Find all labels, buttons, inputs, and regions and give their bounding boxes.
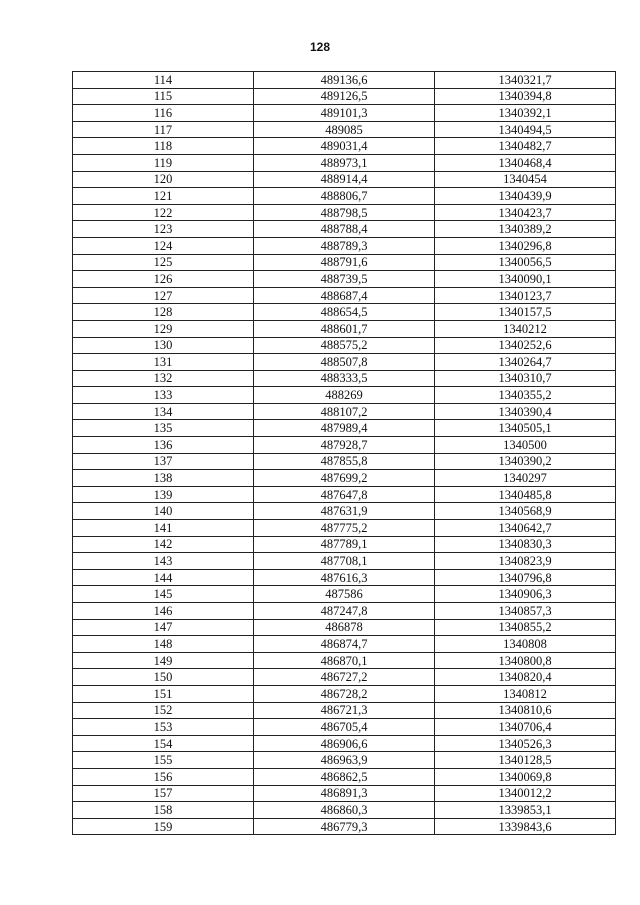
table-row: [73, 287, 616, 304]
point-number-cell: 156: [73, 768, 254, 785]
y-coordinate-cell: 1340468,4: [435, 154, 616, 171]
y-coordinate-cell: 1340454: [435, 171, 616, 188]
point-number-cell: 144: [73, 569, 254, 586]
table-row: [73, 453, 616, 470]
table-row: [73, 520, 616, 537]
table-row: [73, 719, 616, 736]
table-row: [73, 188, 616, 205]
table-row: [73, 237, 616, 254]
table-row: [73, 486, 616, 503]
y-coordinate-cell: 1340482,7: [435, 138, 616, 155]
table-row: [73, 221, 616, 238]
table-row: [73, 254, 616, 271]
x-coordinate-cell: 486728,2: [254, 685, 435, 702]
table-row: [73, 536, 616, 553]
point-number-cell: 129: [73, 320, 254, 337]
y-coordinate-cell: 1340012,2: [435, 785, 616, 802]
point-number-cell: 148: [73, 636, 254, 653]
y-coordinate-cell: 1340855,2: [435, 619, 616, 636]
point-number-cell: 151: [73, 685, 254, 702]
x-coordinate-cell: 487699,2: [254, 470, 435, 487]
y-coordinate-cell: 1340212: [435, 320, 616, 337]
x-coordinate-cell: 488973,1: [254, 154, 435, 171]
table-row: [73, 121, 616, 138]
y-coordinate-cell: 1340297: [435, 470, 616, 487]
point-number-cell: 116: [73, 105, 254, 122]
point-number-cell: 133: [73, 387, 254, 404]
x-coordinate-cell: 486891,3: [254, 785, 435, 802]
x-coordinate-cell: 487928,7: [254, 437, 435, 454]
point-number-cell: 159: [73, 818, 254, 835]
point-number-cell: 126: [73, 271, 254, 288]
x-coordinate-cell: 487989,4: [254, 420, 435, 437]
x-coordinate-cell: 487855,8: [254, 453, 435, 470]
x-coordinate-cell: 487647,8: [254, 486, 435, 503]
point-number-cell: 158: [73, 802, 254, 819]
table-row: [73, 685, 616, 702]
table-row: [73, 72, 616, 89]
y-coordinate-cell: 1340500: [435, 437, 616, 454]
y-coordinate-cell: 1340642,7: [435, 520, 616, 537]
y-coordinate-cell: 1340823,9: [435, 553, 616, 570]
point-number-cell: 137: [73, 453, 254, 470]
point-number-cell: 142: [73, 536, 254, 553]
y-coordinate-cell: 1340526,3: [435, 735, 616, 752]
x-coordinate-cell: 488806,7: [254, 188, 435, 205]
x-coordinate-cell: 488788,4: [254, 221, 435, 238]
point-number-cell: 115: [73, 88, 254, 105]
y-coordinate-cell: 1340812: [435, 685, 616, 702]
y-coordinate-cell: 1339843,6: [435, 818, 616, 835]
table-row: [73, 569, 616, 586]
point-number-cell: 131: [73, 354, 254, 371]
x-coordinate-cell: 487789,1: [254, 536, 435, 553]
x-coordinate-cell: 487775,2: [254, 520, 435, 537]
table-row: [73, 271, 616, 288]
table-row: [73, 669, 616, 686]
y-coordinate-cell: 1340390,4: [435, 403, 616, 420]
table-row: [73, 735, 616, 752]
table-row: [73, 354, 616, 371]
x-coordinate-cell: 488269: [254, 387, 435, 404]
x-coordinate-cell: 487631,9: [254, 503, 435, 520]
x-coordinate-cell: 489136,6: [254, 72, 435, 89]
point-number-cell: 117: [73, 121, 254, 138]
x-coordinate-cell: 486963,9: [254, 752, 435, 769]
table-row: [73, 470, 616, 487]
table-row: [73, 752, 616, 769]
point-number-cell: 141: [73, 520, 254, 537]
y-coordinate-cell: 1340090,1: [435, 271, 616, 288]
y-coordinate-cell: 1340800,8: [435, 652, 616, 669]
coordinates-table: [72, 71, 616, 835]
table-row: [73, 304, 616, 321]
table-row: [73, 702, 616, 719]
point-number-cell: 127: [73, 287, 254, 304]
table-row: [73, 553, 616, 570]
table-row: [73, 370, 616, 387]
y-coordinate-cell: 1340355,2: [435, 387, 616, 404]
point-number-cell: 150: [73, 669, 254, 686]
table-row: [73, 320, 616, 337]
x-coordinate-cell: 487247,8: [254, 603, 435, 620]
y-coordinate-cell: 1340906,3: [435, 586, 616, 603]
point-number-cell: 119: [73, 154, 254, 171]
y-coordinate-cell: 1340820,4: [435, 669, 616, 686]
y-coordinate-cell: 1340310,7: [435, 370, 616, 387]
point-number-cell: 155: [73, 752, 254, 769]
point-number-cell: 135: [73, 420, 254, 437]
point-number-cell: 143: [73, 553, 254, 570]
y-coordinate-cell: 1340252,6: [435, 337, 616, 354]
x-coordinate-cell: 486906,6: [254, 735, 435, 752]
point-number-cell: 140: [73, 503, 254, 520]
table-row: [73, 586, 616, 603]
table-row: [73, 636, 616, 653]
table-row: [73, 88, 616, 105]
table-row: [73, 387, 616, 404]
table-row: [73, 337, 616, 354]
y-coordinate-cell: 1340392,1: [435, 105, 616, 122]
x-coordinate-cell: 489085: [254, 121, 435, 138]
x-coordinate-cell: 486705,4: [254, 719, 435, 736]
table-row: [73, 802, 616, 819]
point-number-cell: 123: [73, 221, 254, 238]
x-coordinate-cell: 488914,4: [254, 171, 435, 188]
point-number-cell: 139: [73, 486, 254, 503]
y-coordinate-cell: 1340423,7: [435, 204, 616, 221]
page-number: 128: [309, 40, 331, 54]
y-coordinate-cell: 1340296,8: [435, 237, 616, 254]
point-number-cell: 120: [73, 171, 254, 188]
y-coordinate-cell: 1340568,9: [435, 503, 616, 520]
table-row: [73, 818, 616, 835]
point-number-cell: 152: [73, 702, 254, 719]
x-coordinate-cell: 486874,7: [254, 636, 435, 653]
point-number-cell: 130: [73, 337, 254, 354]
table-row: [73, 171, 616, 188]
table-row: [73, 204, 616, 221]
table-row: [73, 603, 616, 620]
y-coordinate-cell: 1340505,1: [435, 420, 616, 437]
point-number-cell: 157: [73, 785, 254, 802]
y-coordinate-cell: 1340439,9: [435, 188, 616, 205]
point-number-cell: 147: [73, 619, 254, 636]
x-coordinate-cell: 488791,6: [254, 254, 435, 271]
x-coordinate-cell: 486727,2: [254, 669, 435, 686]
x-coordinate-cell: 489031,4: [254, 138, 435, 155]
table-row: [73, 652, 616, 669]
y-coordinate-cell: 1340706,4: [435, 719, 616, 736]
point-number-cell: 138: [73, 470, 254, 487]
point-number-cell: 114: [73, 72, 254, 89]
y-coordinate-cell: 1340830,3: [435, 536, 616, 553]
x-coordinate-cell: 488507,8: [254, 354, 435, 371]
y-coordinate-cell: 1340321,7: [435, 72, 616, 89]
y-coordinate-cell: 1340394,8: [435, 88, 616, 105]
x-coordinate-cell: 488107,2: [254, 403, 435, 420]
point-number-cell: 145: [73, 586, 254, 603]
y-coordinate-cell: 1340056,5: [435, 254, 616, 271]
y-coordinate-cell: 1340069,8: [435, 768, 616, 785]
point-number-cell: 125: [73, 254, 254, 271]
y-coordinate-cell: 1340389,2: [435, 221, 616, 238]
y-coordinate-cell: 1340857,3: [435, 603, 616, 620]
x-coordinate-cell: 489126,5: [254, 88, 435, 105]
x-coordinate-cell: 488333,5: [254, 370, 435, 387]
point-number-cell: 149: [73, 652, 254, 669]
y-coordinate-cell: 1340810,6: [435, 702, 616, 719]
coordinates-table-body: [73, 72, 616, 835]
y-coordinate-cell: 1339853,1: [435, 802, 616, 819]
point-number-cell: 122: [73, 204, 254, 221]
y-coordinate-cell: 1340157,5: [435, 304, 616, 321]
point-number-cell: 124: [73, 237, 254, 254]
point-number-cell: 118: [73, 138, 254, 155]
x-coordinate-cell: 488654,5: [254, 304, 435, 321]
table-row: [73, 403, 616, 420]
y-coordinate-cell: 1340123,7: [435, 287, 616, 304]
y-coordinate-cell: 1340485,8: [435, 486, 616, 503]
point-number-cell: 136: [73, 437, 254, 454]
y-coordinate-cell: 1340390,2: [435, 453, 616, 470]
table-row: [73, 503, 616, 520]
x-coordinate-cell: 487708,1: [254, 553, 435, 570]
x-coordinate-cell: 488789,3: [254, 237, 435, 254]
x-coordinate-cell: 486779,3: [254, 818, 435, 835]
point-number-cell: 121: [73, 188, 254, 205]
y-coordinate-cell: 1340494,5: [435, 121, 616, 138]
x-coordinate-cell: 486878: [254, 619, 435, 636]
x-coordinate-cell: 488739,5: [254, 271, 435, 288]
x-coordinate-cell: 486862,5: [254, 768, 435, 785]
y-coordinate-cell: 1340128,5: [435, 752, 616, 769]
x-coordinate-cell: 489101,3: [254, 105, 435, 122]
x-coordinate-cell: 488575,2: [254, 337, 435, 354]
x-coordinate-cell: 486870,1: [254, 652, 435, 669]
y-coordinate-cell: 1340264,7: [435, 354, 616, 371]
point-number-cell: 132: [73, 370, 254, 387]
table-row: [73, 437, 616, 454]
table-row: [73, 768, 616, 785]
table-row: [73, 105, 616, 122]
x-coordinate-cell: 486860,3: [254, 802, 435, 819]
point-number-cell: 146: [73, 603, 254, 620]
point-number-cell: 134: [73, 403, 254, 420]
y-coordinate-cell: 1340796,8: [435, 569, 616, 586]
table-row: [73, 785, 616, 802]
table-row: [73, 138, 616, 155]
y-coordinate-cell: 1340808: [435, 636, 616, 653]
point-number-cell: 153: [73, 719, 254, 736]
point-number-cell: 128: [73, 304, 254, 321]
x-coordinate-cell: 487616,3: [254, 569, 435, 586]
table-row: [73, 619, 616, 636]
x-coordinate-cell: 487586: [254, 586, 435, 603]
table-row: [73, 154, 616, 171]
table-row: [73, 420, 616, 437]
x-coordinate-cell: 486721,3: [254, 702, 435, 719]
x-coordinate-cell: 488601,7: [254, 320, 435, 337]
x-coordinate-cell: 488798,5: [254, 204, 435, 221]
point-number-cell: 154: [73, 735, 254, 752]
x-coordinate-cell: 488687,4: [254, 287, 435, 304]
